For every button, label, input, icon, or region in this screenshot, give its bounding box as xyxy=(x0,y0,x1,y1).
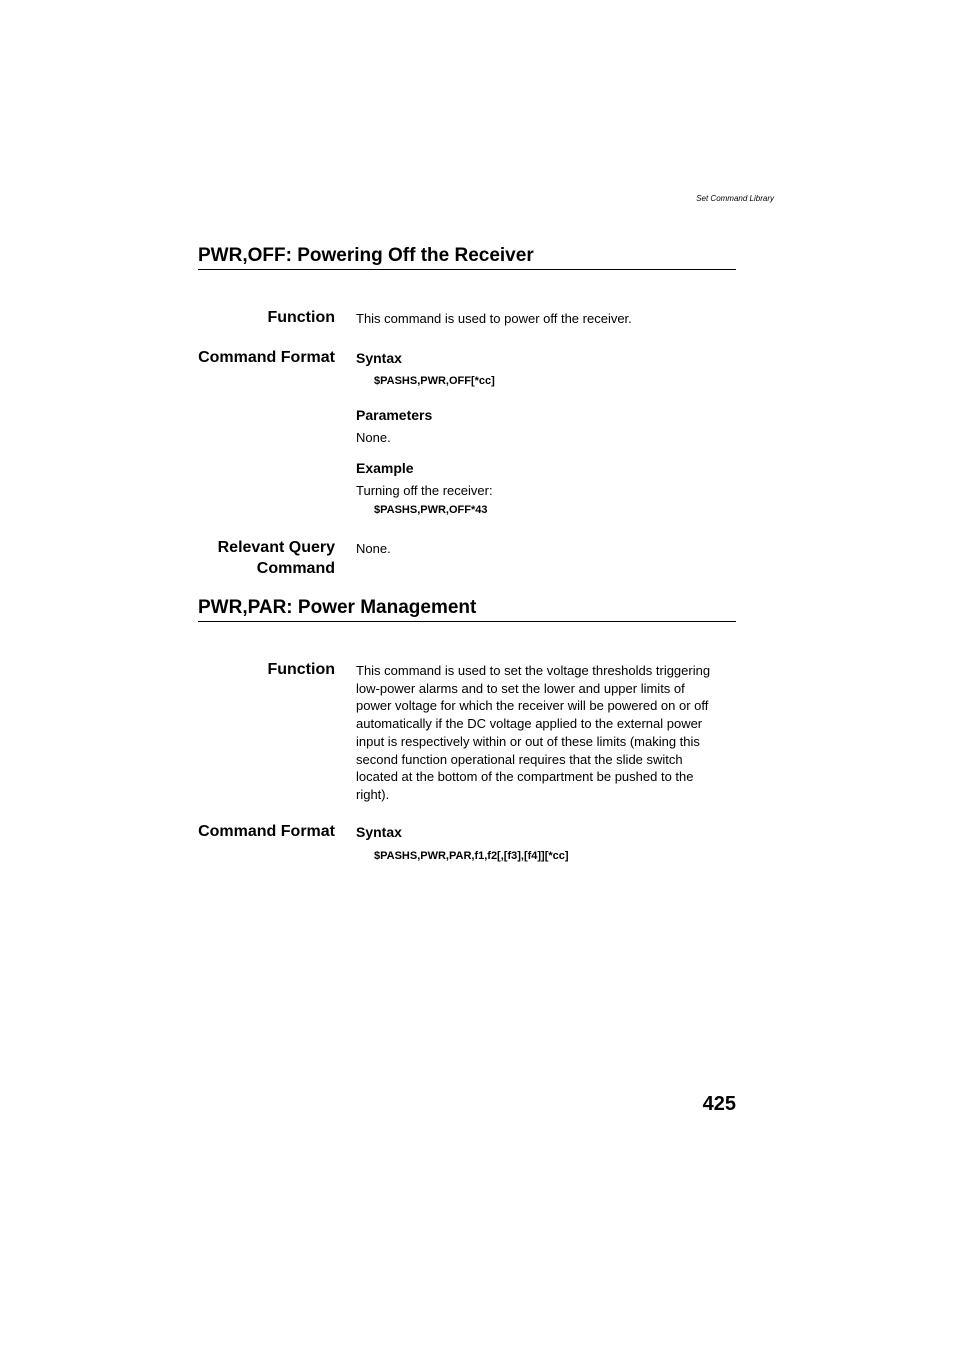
function-line: second function operational requires that the slide switch xyxy=(356,751,683,767)
command-format-label: Command Format xyxy=(198,349,335,366)
function-line: located at the bottom of the compartment be pushed to the xyxy=(356,769,694,785)
function-line: input is respectively within or out of these limits (making this xyxy=(356,733,700,749)
function-line: power voltage for which the receiver will be powered on or off xyxy=(356,698,709,714)
example-code: $PASHS,PWR,OFF*43 xyxy=(374,504,488,516)
function-line: This command is used to set the voltage thresholds triggering xyxy=(356,663,711,678)
function-label: Function xyxy=(267,661,335,678)
command-format-label: Command Format xyxy=(198,823,335,840)
parameters-label: Parameters xyxy=(356,407,433,423)
example-text: Turning off the receiver: xyxy=(356,483,493,498)
relevant-query-label: Relevant Query xyxy=(217,539,335,556)
function-paragraph xyxy=(356,662,738,804)
relevant-query-label-command: Command xyxy=(256,560,335,577)
function-label: Function xyxy=(267,309,335,326)
function-text: This command is used to power off the receiver. xyxy=(356,311,632,326)
syntax-label: Syntax xyxy=(356,350,402,366)
section-title-pwr-par: PWR,PAR: Power Management xyxy=(198,597,736,622)
parameters-text: None. xyxy=(356,430,391,445)
example-label: Example xyxy=(356,460,414,476)
function-line: right). xyxy=(356,786,390,802)
syntax-code: $PASHS,PWR,PAR,f1,f2[,[f3],[f4]][*cc] xyxy=(374,850,569,862)
function-line: low-power alarms and to set the lower and upper limits of xyxy=(356,680,685,696)
page-number: 425 xyxy=(702,1093,736,1115)
syntax-code: $PASHS,PWR,OFF[*cc] xyxy=(374,375,495,387)
section-title-pwr-off: PWR,OFF: Powering Off the Receiver xyxy=(198,245,736,270)
function-line: automatically if the DC voltage applied to the external power xyxy=(356,716,703,732)
relevant-query-text: None. xyxy=(356,541,391,556)
syntax-label: Syntax xyxy=(356,824,402,840)
running-header: Set Command Library xyxy=(696,194,774,203)
